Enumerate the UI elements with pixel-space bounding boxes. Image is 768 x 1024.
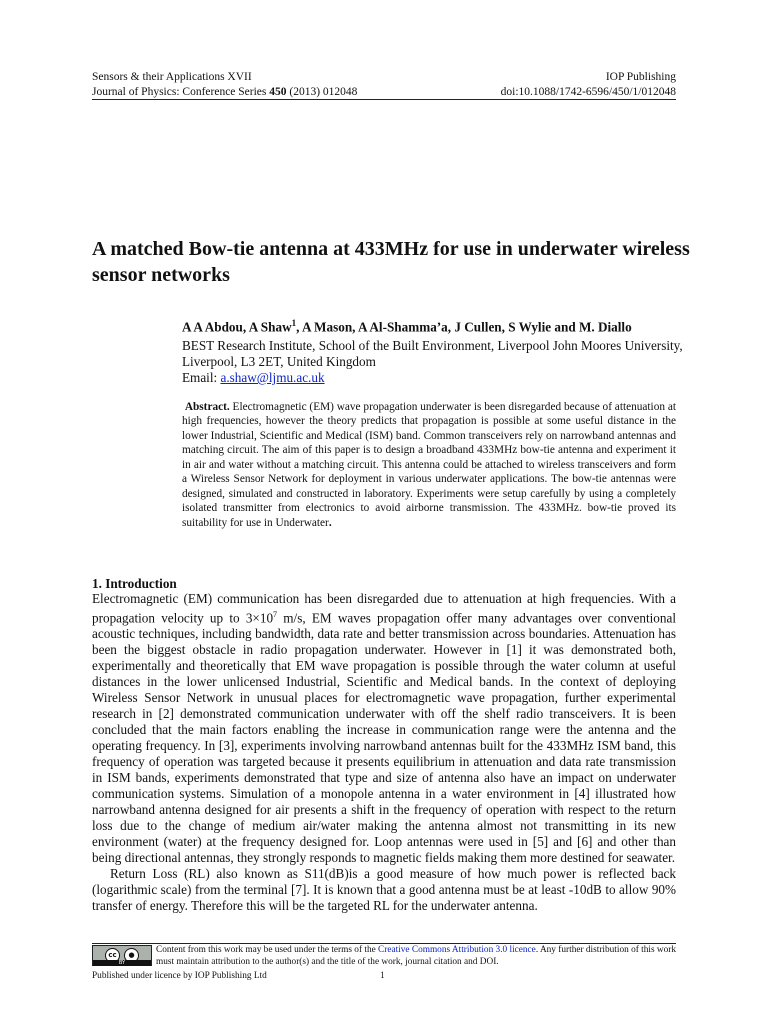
affiliation: BEST Research Institute, School of the Built Environment, Liverpool John Moores University, Liverpool, L3 2ET, United Kingdom <box>182 338 683 369</box>
journal-suffix: (2013) 012048 <box>286 86 358 98</box>
published-under-licence: Published under licence by IOP Publishing Ltd <box>92 971 267 981</box>
doi: doi:10.1088/1742-6596/450/1/012048 <box>500 86 676 98</box>
journal-citation <box>92 85 357 99</box>
conference-name: Sensors & their Applications XVII <box>92 71 252 83</box>
paper-title: A matched Bow-tie antenna at 433MHz for use in underwater wireless sensor networks <box>92 238 690 286</box>
license-link[interactable]: Creative Commons Attribution 3.0 licence <box>378 945 536 955</box>
journal-prefix: Journal of Physics: Conference Series <box>92 86 270 98</box>
author-footnote-mark: 1 <box>291 318 297 328</box>
license-text-a: Content from this work may be used under the terms of the <box>156 945 379 955</box>
paragraph-1-part-a: Electromagnetic (EM) communication has been disregarded due to attenuation at high frequencies. With a propagation velocity up to 3×10 <box>92 591 676 626</box>
authors-part-2: , A Mason, A Al-Shamma’a, J Cullen, S Wylie and M. Diallo <box>296 319 632 335</box>
email-link[interactable]: a.shaw@ljmu.ac.uk <box>220 370 325 385</box>
author-list <box>182 315 692 335</box>
abstract <box>182 400 676 530</box>
email-line <box>182 370 692 386</box>
email-label: Email: <box>182 370 221 385</box>
paragraph <box>92 591 676 866</box>
creative-commons-icon: cc <box>105 948 120 963</box>
journal-volume: 450 <box>269 86 287 98</box>
body-text <box>92 591 676 913</box>
abstract-text: Electromagnetic (EM) wave propagation underwater is been disregarded because of attenuation at high frequencies, however the theory predicts that propagation is possible at some useful distance in the lower Industrial, Scientific and Medical (ISM) band. Common transceivers rely on narrowband antennas and matching circuit. The aim of this paper is to design a broadband 433MHz bow-tie antenna and experiment it in air and water without a matching circuit. This antenna could be attached to wireless transceivers and form a Wireless Sensor Network for deployment in various underwater applications. The bow-tie antennas were designed, simulated and constructed in laboratory. Experiments were setup carefully by using a completely isolated transmitter from electronics to avoid airborne transmission. The 433MHz. bow-tie proved its suitability for use in Underwater <box>182 401 676 529</box>
footer-rule <box>92 943 676 944</box>
cc-by-badge[interactable] <box>92 945 152 966</box>
header-rule <box>92 99 676 100</box>
authors-part-1: A A Abdou, A Shaw <box>182 319 292 335</box>
paragraph-2: Return Loss (RL) also known as S11(dB)is a good measure of how much power is reflected back (logarithmic scale) from the terminal [7]. It is known that a good antenna must be at least -10dB to allow 90% transfer of energy. Therefore this will be the targeted RL for the underwater antenna. <box>92 865 676 913</box>
paragraph-1-part-b: m/s, EM waves propagation offer many advantages over conventional acoustic techniques, including bandwidth, data rate and better transmission across boundaries. Attenuation has been the biggest obstacle in radio propagation underwater. However in [1] it was demonstrated both, experimentally and theoretically that EM wave propagation is possible through the water column at useful distances in the lower unlicensed Industrial, Scientific and Medical bands. In the context of deploying Wireless Sensor Network in unusual places for electromagnetic wave propagation, further experimental research in [2] demonstrated communication underwater with off the shelf radio transceivers. It is been concluded that the main factors enabling the increase in communication range were the antenna and the operating frequency. In [3], experiments involving narrowband antennas built for the 433MHz ISM band, this frequency of operation was targeted because it presents equilibrium in attenuation and data rate transmission in ISM bands, experiments demonstrated that type and size of antenna also have an impact on underwater communication systems. Simulation of a monopole antenna in a water environment in [4] illustrated how narrowband antenna designed for air presents a shift in the frequency of operation with respect to the return loss due to the change of medium air/water making the antenna almost not transmitting in its new environment (water) at the frequency designed for. Loop antennas were used in [5] and [6] and other than being directional antennas, they strongly responds to magnetic fields making them more destined for seawater. <box>92 610 676 865</box>
section-heading: 1. Introduction <box>92 576 177 591</box>
exponent: 7 <box>273 609 278 619</box>
publisher-name: IOP Publishing <box>605 71 676 83</box>
attribution-icon: ● <box>124 948 139 963</box>
page-number: 1 <box>380 971 385 981</box>
license-notice <box>156 945 680 968</box>
abstract-label: Abstract. <box>184 401 230 413</box>
by-label: BY <box>93 960 151 966</box>
abstract-end: . <box>328 516 332 529</box>
license-text-b: . Any further distribution of this work must maintain attribution to the author(s) and the title of the work, journal citation and DOI. <box>156 945 677 967</box>
